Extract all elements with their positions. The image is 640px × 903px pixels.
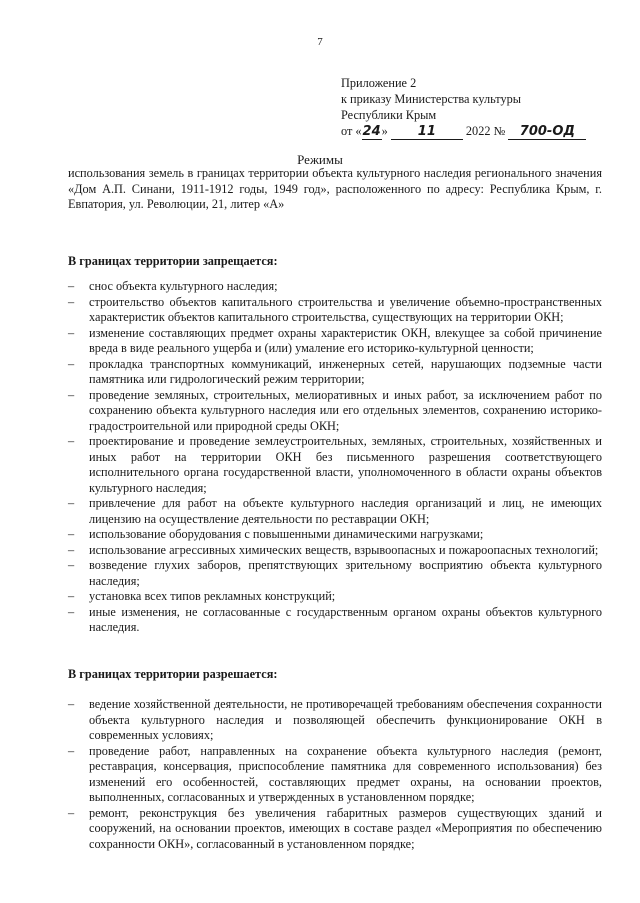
list-item: – строительство объектов капитального строительства и увеличение объемно-пространственных характеристик объектов капитального строительства, существующих на территории ОКН; [68,295,602,326]
list-item: – снос объекта культурного наследия; [68,279,602,295]
appendix-title: Приложение 2 [341,76,417,90]
list-item: – проведение работ, направленных на сохранение объекта культурного наследия (ремонт, реставрация, консервация, приспособление памятника для современного использования) без изменений его особенностей, составляющих предмет охраны, на основании проектов, выполненных, согласованных и утвержденных в установленном порядке; [68,744,602,806]
date-prefix: от « [341,124,362,138]
list-item: – ремонт, реконструкция без увеличения габаритных размеров существующих зданий и сооружений, на основании проектов, имеющих в составе раздел «Мероприятия по обеспечению сохранности ОКН», согласованный в установленном порядке; [68,806,602,853]
list-item: – прокладка транспортных коммуникаций, инженерных сетей, нарушающих подземные части памятника или гидрологический режим территории; [68,357,602,388]
appendix-ministry-region: Республики Крым [341,108,437,122]
list-item: – возведение глухих заборов, препятствующих зрительному восприятию объекта культурного наследия; [68,558,602,589]
document-title: Режимы [297,152,343,167]
list-item: – использование оборудования с повышенными динамическими нагрузками; [68,527,602,543]
handwritten-day: 24 [362,124,381,139]
list-item: – изменение составляющих предмет охраны характеристик ОКН, влекущее за собой причинение вреда в виде реального ущерба и (или) умаление его историко-культурной ценности; [68,326,602,357]
list-item: – проведение земляных, строительных, мелиоративных и иных работ, за исключением работ по сохранению объекта культурного наследия или его отдельных элементов, сохранению историко-градостроительной или природной среды ОКН; [68,388,602,435]
date-year: 2022 № [465,124,506,138]
list-item: – проектирование и проведение землеустроительных, земляных, строительных, хозяйственных и иных работ на территории ОКН без письменного разрешения соответствующего исполнительного органа государственной власти, уполномоченного в области охраны объектов культурного наследия; [68,434,602,496]
appendix-date-line [341,123,586,140]
list-item: – использование агрессивных химических веществ, взрывоопасных и пожароопасных технологий; [68,543,602,559]
permitted-list [68,697,602,852]
permitted-heading: В границах территории разрешается: [68,667,278,681]
date-mid: » [381,124,388,138]
list-item: – привлечение для работ на объекте культурного наследия организаций и лиц, не имеющих лицензию на осуществление деятельности по реставрации ОКН; [68,496,602,527]
list-item: – иные изменения, не согласованные с государственным органом охраны объектов культурного наследия. [68,605,602,636]
list-item: – установка всех типов рекламных конструкций; [68,589,602,605]
appendix-order-reference: к приказу Министерства культуры [341,92,522,106]
intro-paragraph: использования земель в границах территории объекта культурного наследия регионального значения «Дом А.П. Синани, 1911-1912 годы, 1949 год», расположенного по адресу: Республика Крым, г. Евпатория, ул. Революции, 21, литер «А» [68,166,602,211]
list-item: – ведение хозяйственной деятельности, не противоречащей требованиям обеспечения сохранности объекта культурного наследия и позволяющей обеспечить функционирование ОКН в современных условиях; [68,697,602,744]
prohibited-heading: В границах территории запрещается: [68,254,278,268]
prohibited-list [68,279,602,636]
appendix-block [341,75,586,140]
handwritten-order-number: 700-ОД [508,125,586,140]
page-number: 7 [317,36,323,48]
handwritten-month: 11 [391,125,463,140]
